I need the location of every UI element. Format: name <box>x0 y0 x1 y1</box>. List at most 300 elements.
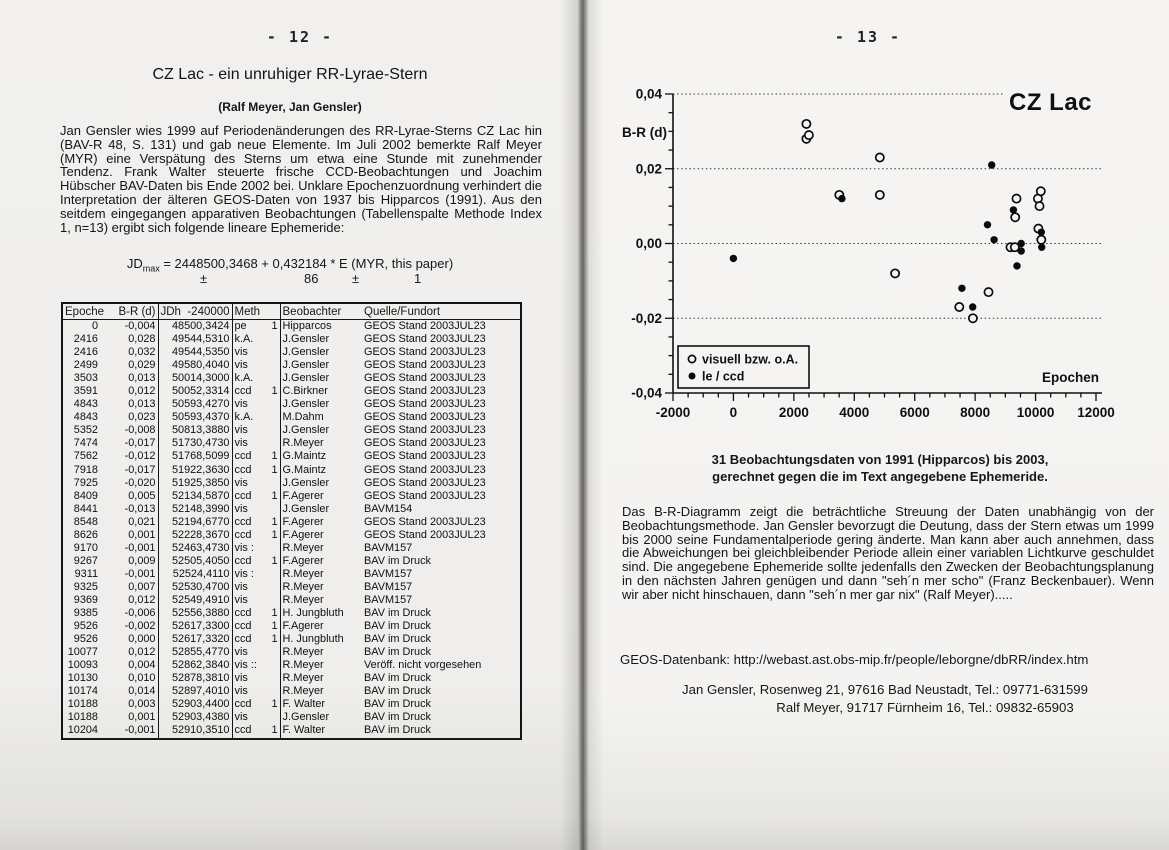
table-cell: C.Birkner <box>282 385 328 398</box>
table-cell: 52463,4730 <box>158 542 232 555</box>
table-cell: BAV im Druck <box>364 672 431 685</box>
x-tick-label: 8000 <box>960 405 991 420</box>
table-cell <box>262 672 280 685</box>
table-cell: 50593,4270 <box>158 398 232 411</box>
table-cell: BAVM157 <box>364 593 413 606</box>
table-cell: 52194,6770 <box>158 516 232 529</box>
table-cell: vis <box>234 672 248 685</box>
table-cell: 1 <box>262 385 280 398</box>
table-cell: BAVM157 <box>364 541 413 554</box>
table-row <box>62 385 521 398</box>
legend-marker-open <box>688 355 695 362</box>
data-point-filled <box>990 236 997 243</box>
left-page-number: - 12 - <box>266 28 334 46</box>
data-point-filled <box>1018 240 1025 247</box>
data-point-open <box>876 153 884 161</box>
table-row <box>62 372 521 385</box>
chart-title: CZ Lac <box>1009 89 1093 116</box>
table-cell: vis <box>234 437 248 450</box>
table-cell: 10093 <box>67 659 98 672</box>
table-cell: R.Meyer <box>282 593 324 606</box>
table-cell: 8409 <box>73 489 98 502</box>
table-cell <box>262 437 280 450</box>
discussion-paragraph: Das B-R-Diagramm zeigt die beträchtliche Streuung der Daten unabhängig von der Beobachtungsmethode. Jan Gensler bevorzugt die Deutung, dass der Stern etwas um 1999 bis 2000 seine Fundamentalperiode gering änderte. Man kann aber auch annehmen, dass die Abweichungen bei gleichbleibender Periode allein einer variablen Lichtkurve geschuldet sind. Die angegebene Ephemeride sollte jedenfalls den Zwecken der Beobachtungsplanung in den nächsten Jahren genügen und dann "seh´n mer scho" (Franz Beckenbauer). Wenn wir aber nicht hinschauen, dann "seh´n mer gar nix" (Ralf Meyer)..... <box>622 504 1154 602</box>
table-cell: 0,028 <box>100 333 158 346</box>
table-cell: 0,010 <box>100 672 158 685</box>
table-cell: 2416 <box>73 333 98 346</box>
table-cell: 52524,4110 <box>158 568 232 581</box>
data-point-open <box>1012 195 1020 203</box>
table-cell: 50052,3314 <box>158 385 232 398</box>
table-cell: BAV im Druck <box>364 607 431 620</box>
article-title: CZ Lac - ein unruhiger RR-Lyrae-Stern <box>152 66 428 83</box>
address-meyer: Ralf Meyer, 91717 Fürnheim 16, Tel.: 09832-65903 <box>776 700 1074 715</box>
x-tick-label: 4000 <box>839 405 870 420</box>
table-row <box>62 516 521 529</box>
table-row <box>62 398 521 411</box>
table-cell: -0,001 <box>100 542 158 555</box>
table-cell: 8548 <box>73 515 98 528</box>
table-cell: -0,012 <box>100 450 158 463</box>
table-cell: 1 <box>262 529 280 542</box>
table-row <box>62 437 521 450</box>
table-cell: -0,013 <box>100 503 158 516</box>
table-cell: ccd <box>234 489 252 502</box>
column-header: Quelle/Fundort <box>362 303 521 320</box>
table-cell: GEOS Stand 2003JUL23 <box>364 346 486 359</box>
table-cell: 52903,4380 <box>158 711 232 724</box>
column-header: Epoche <box>62 303 100 320</box>
column-header: B-R (d) <box>100 303 158 320</box>
table-cell: 52228,3670 <box>158 529 232 542</box>
table-cell: k.A. <box>234 372 254 385</box>
table-cell <box>262 685 280 698</box>
table-cell: BAVM157 <box>364 567 413 580</box>
article-authors: (Ralf Meyer, Jan Gensler) <box>218 100 362 114</box>
data-point-filled <box>988 161 995 168</box>
x-tick-label: -2000 <box>655 405 691 420</box>
table-cell: -0,002 <box>100 620 158 633</box>
y-tick-label: 0,04 <box>635 86 662 102</box>
table-cell: vis <box>234 685 248 698</box>
table-cell: F.Agerer <box>282 515 324 528</box>
table-cell: ccd <box>234 724 252 737</box>
table-cell: 0,032 <box>100 346 158 359</box>
table-cell: vis : <box>234 567 254 580</box>
table-cell: ccd <box>234 698 252 711</box>
table-cell: 0,023 <box>100 411 158 424</box>
table-row <box>62 464 521 477</box>
data-point-filled <box>1010 206 1017 213</box>
table-row <box>62 477 521 490</box>
data-point-open <box>876 191 884 199</box>
table-cell: 1 <box>262 490 280 503</box>
table-cell: 9170 <box>73 541 98 554</box>
table-cell: 7918 <box>73 463 98 476</box>
table-cell: vis <box>234 346 248 359</box>
error-pm-1: ± <box>200 271 208 286</box>
x-axis-title: Epochen <box>1041 370 1099 385</box>
intro-paragraph: Jan Gensler wies 1999 auf Periodenänderungen des RR-Lyrae-Sterns CZ Lac hin (BAV-R 48, S. 131) und gab neue Elemente. Im Juli 2002 bemerkte Ralf Meyer (MYR) eine Verspätung des Sterns um etwa eine Stunde mit zunehmender Tendenz. Frank Walter steuerte frische CCD-Beobachtungen und Joachim Hübscher BAV-Daten bis Ende 2002 bei. Unklare Epochenzuordnung verhindert die Interpretation der älteren GEOS-Daten von 1937 bis Hipparcos (1991). Aus den seitdem eingegangen apparativen Beobachtungen (Tabellenspalte Methode Index 1, n=13) ergibt sich folgende lineare Ephemeride: <box>60 123 542 235</box>
y-tick-label: 0,00 <box>635 236 662 251</box>
data-point-filled <box>1038 229 1045 236</box>
table-cell: F. Walter <box>282 724 326 737</box>
table-header-row <box>62 303 521 320</box>
table-cell: 0,003 <box>100 698 158 711</box>
table-cell: R.Meyer <box>282 659 324 672</box>
table-cell: 4843 <box>73 411 98 424</box>
y-axis-title: B-R (d) <box>622 125 667 140</box>
table-cell: 10077 <box>67 646 98 659</box>
observation-table <box>61 302 522 740</box>
legend-marker-filled <box>689 373 696 380</box>
table-cell: 52617,3300 <box>158 620 232 633</box>
table-row <box>62 698 521 711</box>
table-cell: 2499 <box>73 359 98 372</box>
table-cell: BAV im Druck <box>364 620 431 633</box>
table-cell <box>262 333 280 346</box>
table-row <box>62 411 521 424</box>
table-row <box>62 659 521 672</box>
table-cell <box>262 711 280 724</box>
table-cell: 0,009 <box>100 555 158 568</box>
table-cell: J.Gensler <box>282 502 330 515</box>
table-row <box>62 555 521 568</box>
table-cell: 0,001 <box>100 711 158 724</box>
table-cell: R.Meyer <box>282 672 324 685</box>
table-cell: k.A. <box>234 333 254 346</box>
table-cell: 9369 <box>73 593 98 606</box>
y-tick-label: 0,02 <box>635 161 662 177</box>
column-header: Meth <box>232 303 262 320</box>
table-cell: J.Gensler <box>282 359 330 372</box>
table-row <box>62 424 521 437</box>
table-cell: GEOS Stand 2003JUL23 <box>364 385 486 398</box>
table-cell: GEOS Stand 2003JUL23 <box>364 463 486 476</box>
table-cell: ccd <box>234 620 252 633</box>
data-point-filled <box>984 221 991 228</box>
table-cell: G.Maintz <box>282 463 327 476</box>
table-cell: BAV im Druck <box>364 711 431 724</box>
data-point-open <box>969 314 977 322</box>
column-header: JDh -240000 <box>158 303 232 320</box>
table-cell: BAVM157 <box>364 580 413 593</box>
table-cell: 49544,5310 <box>158 333 232 346</box>
data-point-filled <box>1018 247 1025 254</box>
table-row <box>62 711 521 724</box>
table-cell: vis <box>234 646 248 659</box>
formula-rest: = 2448500,3468 + 0,432184 * E (MYR, this paper) <box>159 256 454 271</box>
table-cell: ccd <box>234 463 252 476</box>
table-cell: 48500,3424 <box>158 320 232 334</box>
table-cell: BAVM154 <box>364 502 413 515</box>
error-pm-2: ± <box>352 271 360 286</box>
table-cell: 52549,4910 <box>158 594 232 607</box>
table-cell <box>262 594 280 607</box>
table-cell: 51925,3850 <box>158 477 232 490</box>
table-row <box>62 594 521 607</box>
table-row <box>62 542 521 555</box>
table-row <box>62 450 521 463</box>
x-tick-label: 6000 <box>899 405 930 420</box>
table-row <box>62 672 521 685</box>
address-gensler: Jan Gensler, Rosenweg 21, 97616 Bad Neustadt, Tel.: 09771-631599 <box>682 682 1088 697</box>
table-row <box>62 607 521 620</box>
table-cell: BAV im Druck <box>364 698 431 711</box>
table-cell: 51768,5099 <box>158 450 232 463</box>
table-cell: Hipparcos <box>282 320 332 332</box>
table-cell: 9311 <box>74 567 98 580</box>
table-cell: vis <box>234 580 248 593</box>
table-cell: 0,029 <box>100 359 158 372</box>
table-cell: 1 <box>262 555 280 568</box>
table-cell: GEOS Stand 2003JUL23 <box>364 372 486 385</box>
right-page-number: - 13 - <box>834 28 902 46</box>
table-cell: 3503 <box>73 372 98 385</box>
table-cell: 52897,4010 <box>158 685 232 698</box>
table-cell: 49580,4040 <box>158 359 232 372</box>
table-cell: R.Meyer <box>282 580 324 593</box>
table-cell: 9267 <box>73 554 98 567</box>
table-row <box>62 529 521 542</box>
table-cell: 0,000 <box>100 633 158 646</box>
table-cell: 49544,5350 <box>158 346 232 359</box>
table-cell <box>262 411 280 424</box>
table-cell <box>262 503 280 516</box>
table-row <box>62 333 521 346</box>
table-cell: 52134,5870 <box>158 490 232 503</box>
legend-label-ccd: le / ccd <box>702 369 745 384</box>
table-cell: 0,004 <box>100 659 158 672</box>
table-row <box>62 646 521 659</box>
table-cell: 52855,4770 <box>158 646 232 659</box>
table-cell: R.Meyer <box>282 567 324 580</box>
x-tick-label: 10000 <box>1016 405 1055 420</box>
table-cell: 8441 <box>73 502 98 515</box>
table-cell: H. Jungbluth <box>282 607 344 620</box>
table-cell: 52910,3510 <box>158 724 232 738</box>
data-point-open <box>1037 236 1045 244</box>
data-point-filled <box>1013 262 1020 269</box>
x-tick-label: 12000 <box>1077 405 1115 420</box>
table-cell: 52556,3880 <box>158 607 232 620</box>
data-point-open <box>1035 202 1043 210</box>
table-row <box>62 581 521 594</box>
table-cell: F.Agerer <box>282 554 324 567</box>
table-cell: 1 <box>262 698 280 711</box>
table-cell: vis <box>234 476 248 489</box>
y-tick-label: -0,02 <box>631 310 662 326</box>
table-cell: GEOS Stand 2003JUL23 <box>364 450 486 463</box>
table-cell: ccd <box>234 528 252 541</box>
table-cell: vis <box>234 424 248 437</box>
data-point-open <box>805 131 813 139</box>
table-cell: 0,012 <box>100 646 158 659</box>
table-cell <box>262 424 280 437</box>
table-cell: 52530,4700 <box>158 581 232 594</box>
table-cell: H. Jungbluth <box>282 633 344 646</box>
table-cell: -0,001 <box>100 724 158 738</box>
data-point-filled <box>958 285 965 292</box>
data-point-open <box>955 303 963 311</box>
table-cell: GEOS Stand 2003JUL23 <box>364 489 486 502</box>
table-cell: vis <box>234 359 248 372</box>
chart-caption-line1: 31 Beobachtungsdaten von 1991 (Hipparcos) bis 2003, <box>711 452 1049 467</box>
data-point-open <box>1011 213 1019 221</box>
table-cell: ccd <box>234 554 252 567</box>
table-cell: 1 <box>262 320 280 334</box>
table-cell: 4843 <box>73 398 98 411</box>
table-cell: 10188 <box>67 711 98 724</box>
table-cell: J.Gensler <box>282 476 330 489</box>
table-cell <box>262 542 280 555</box>
table-cell: 8626 <box>73 528 98 541</box>
data-point-open <box>1037 187 1045 195</box>
table-cell: 0 <box>91 320 98 332</box>
table-cell: 0,012 <box>100 385 158 398</box>
br-diagram <box>612 70 1162 445</box>
error-value-1: 86 <box>304 271 319 286</box>
table-cell: 50014,3000 <box>158 372 232 385</box>
table-cell: GEOS Stand 2003JUL23 <box>364 437 486 450</box>
table-cell: BAV im Druck <box>364 724 431 737</box>
table-cell: 0,012 <box>100 594 158 607</box>
table-cell: BAV im Druck <box>364 633 431 646</box>
table-cell: ccd <box>234 633 252 646</box>
table-cell: 9526 <box>73 633 98 646</box>
table-row <box>62 359 521 372</box>
table-row <box>62 503 521 516</box>
table-cell: J.Gensler <box>282 398 330 411</box>
data-point-open <box>802 120 810 128</box>
table-cell: 52878,3810 <box>158 672 232 685</box>
table-cell: 52862,3840 <box>158 659 232 672</box>
formula-jd: JD <box>126 256 143 271</box>
table-cell <box>262 659 280 672</box>
table-cell: 1 <box>262 516 280 529</box>
table-cell: BAV im Druck <box>364 646 431 659</box>
y-tick-label: -0,04 <box>631 385 662 401</box>
table-cell: 10130 <box>67 672 98 685</box>
table-cell <box>262 646 280 659</box>
table-cell: J.Gensler <box>282 333 330 346</box>
table-cell: GEOS Stand 2003JUL23 <box>364 320 486 332</box>
table-row <box>62 685 521 698</box>
table-cell: -0,008 <box>100 424 158 437</box>
table-cell: 52505,4050 <box>158 555 232 568</box>
table-cell: 0,013 <box>100 398 158 411</box>
table-cell: 0,007 <box>100 581 158 594</box>
table-cell: Veröff. nicht vorgesehen <box>364 659 482 672</box>
table-cell <box>262 568 280 581</box>
table-cell: 7925 <box>73 476 98 489</box>
table-cell: k.A. <box>234 411 254 424</box>
table-cell: 9526 <box>73 620 98 633</box>
table-cell: 0,005 <box>100 490 158 503</box>
table-cell: 1 <box>262 724 280 738</box>
table-cell: GEOS Stand 2003JUL23 <box>364 476 486 489</box>
table-cell: GEOS Stand 2003JUL23 <box>364 411 486 424</box>
column-header: Beobachter <box>280 303 362 320</box>
x-tick-label: 0 <box>729 405 738 420</box>
table-cell: 1 <box>262 607 280 620</box>
table-cell <box>262 346 280 359</box>
formula-sub: max <box>142 263 160 274</box>
table-cell <box>262 372 280 385</box>
table-cell: -0,020 <box>100 477 158 490</box>
table-cell: J.Gensler <box>282 346 330 359</box>
table-cell: 0,001 <box>100 529 158 542</box>
table-cell: vis <box>234 711 248 724</box>
table-cell: G.Maintz <box>282 450 327 463</box>
table-cell: 1 <box>262 450 280 463</box>
table-cell: GEOS Stand 2003JUL23 <box>364 528 486 541</box>
table-cell: -0,004 <box>100 320 158 334</box>
table-cell: ccd <box>234 607 252 620</box>
table-cell: BAV im Druck <box>364 554 431 567</box>
table-cell: 10174 <box>67 685 98 698</box>
geos-database-line: GEOS-Datenbank: http://webast.ast.obs-mip.fr/people/leborgne/dbRR/index.htm <box>620 652 1089 667</box>
observation-table-wrap <box>61 302 522 740</box>
table-cell: ccd <box>234 515 252 528</box>
table-cell: GEOS Stand 2003JUL23 <box>364 398 486 411</box>
page-gutter-shadow <box>560 0 604 850</box>
data-point-filled <box>1038 244 1045 251</box>
table-cell: J.Gensler <box>282 424 330 437</box>
table-cell: 10204 <box>67 724 98 737</box>
table-cell: J.Gensler <box>282 372 330 385</box>
table-cell: 9325 <box>73 580 98 593</box>
chart-caption <box>600 452 1160 485</box>
data-point-filled <box>730 255 737 262</box>
table-cell: vis <box>234 502 248 515</box>
table-cell: 1 <box>262 633 280 646</box>
br-scatter-chart <box>612 70 1162 440</box>
x-tick-label: 2000 <box>778 405 809 420</box>
table-cell: GEOS Stand 2003JUL23 <box>364 333 486 346</box>
table-cell: F.Agerer <box>282 528 324 541</box>
table-cell: GEOS Stand 2003JUL23 <box>364 359 486 372</box>
table-cell: 5352 <box>73 424 98 437</box>
table-cell: vis :: <box>234 659 257 672</box>
table-cell: 10188 <box>67 698 98 711</box>
table-cell: 7562 <box>73 450 98 463</box>
column-header <box>262 303 280 320</box>
table-cell: 3591 <box>73 385 98 398</box>
chart-caption-line2: gerechnet gegen die im Text angegebene Ephemeride. <box>712 468 1048 484</box>
table-cell <box>262 398 280 411</box>
table-cell: M.Dahm <box>282 411 324 424</box>
table-cell: BAV im Druck <box>364 685 431 698</box>
table-cell: R.Meyer <box>282 685 324 698</box>
error-value-2: 1 <box>414 271 422 286</box>
table-cell: J.Gensler <box>282 711 330 724</box>
table-cell: ccd <box>234 385 252 398</box>
table-cell: 0,021 <box>100 516 158 529</box>
table-cell <box>262 477 280 490</box>
table-cell: 52148,3990 <box>158 503 232 516</box>
table-cell: GEOS Stand 2003JUL23 <box>364 515 486 528</box>
table-cell: 52903,4400 <box>158 698 232 711</box>
table-cell: 1 <box>262 620 280 633</box>
data-point-filled <box>838 195 845 202</box>
table-cell: 50813,3880 <box>158 424 232 437</box>
table-cell: -0,006 <box>100 607 158 620</box>
table-cell: 50593,4370 <box>158 411 232 424</box>
table-cell: 0,013 <box>100 372 158 385</box>
table-row <box>62 633 521 646</box>
table-cell: 52617,3320 <box>158 633 232 646</box>
